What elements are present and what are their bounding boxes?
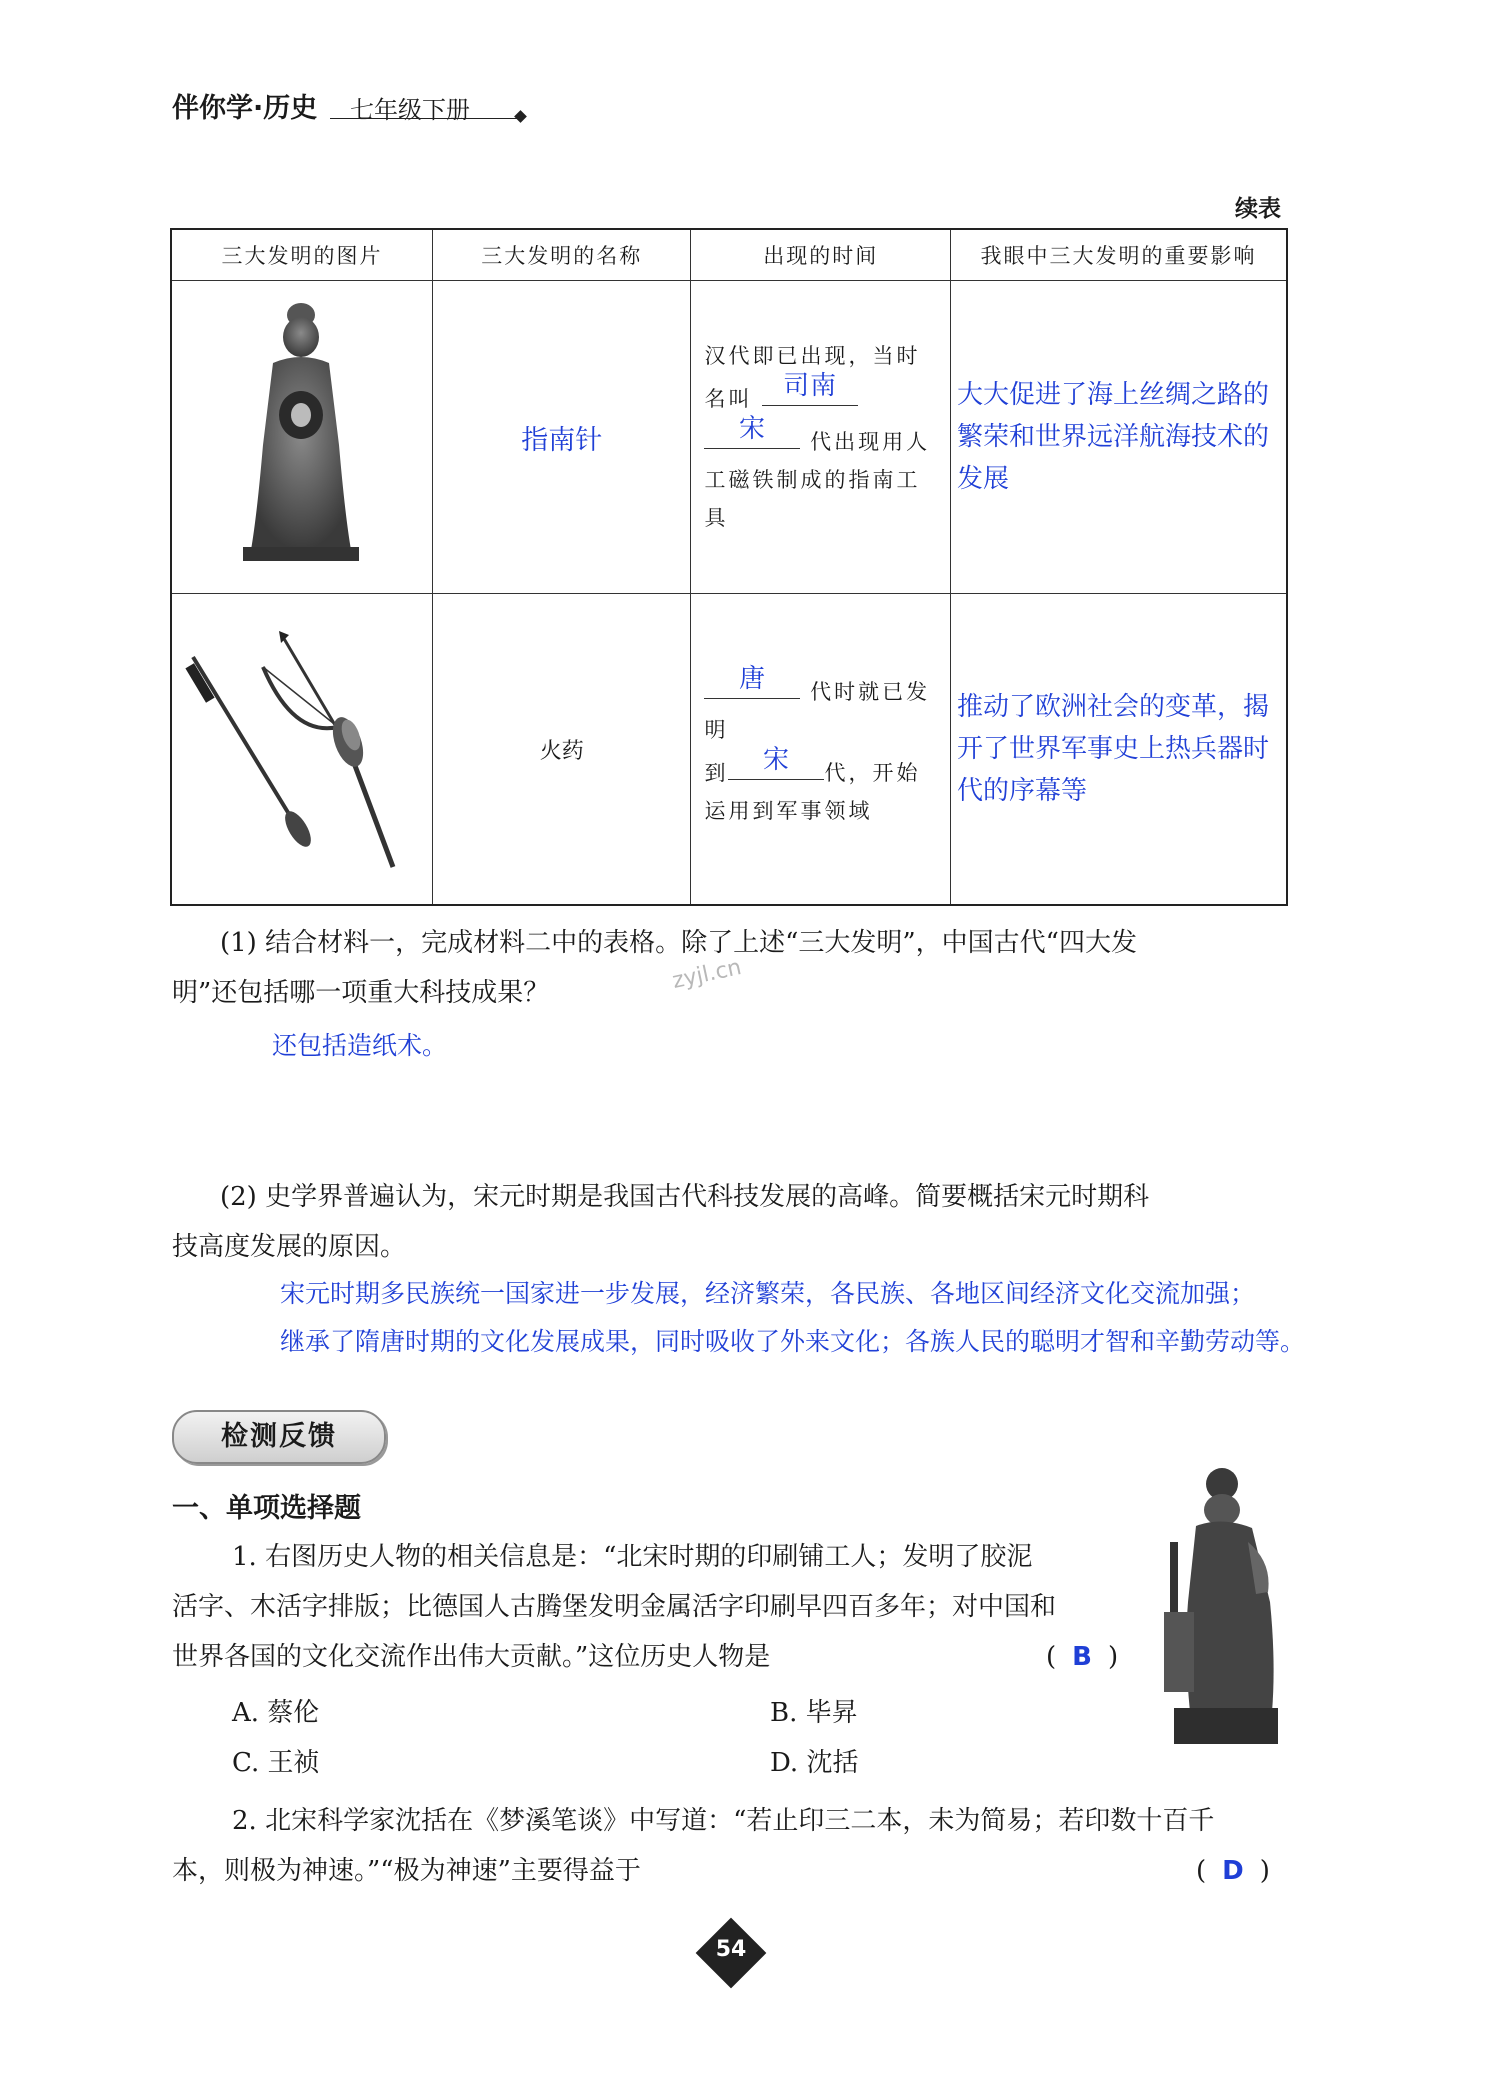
header-picture: 三大发明的图片 <box>171 229 432 281</box>
mc2-answer-box: ( D ) <box>1196 1856 1270 1886</box>
book-subtitle: 七年级下册 <box>350 96 470 124</box>
header-influence: 我眼中三大发明的重要影响 <box>950 229 1287 281</box>
fill-blank <box>704 664 800 699</box>
mc1-line2: 活字、木活字排版；比德国人古腾堡发明金属活字印刷早四百多年；对中国和 <box>172 1592 1057 1622</box>
time-text: 代出现用人工磁铁制成的指南工具 <box>704 430 931 530</box>
table-row <box>171 594 1287 906</box>
header-diamond-icon <box>514 110 527 123</box>
section-title: 一、单项选择题 <box>172 1493 361 1524</box>
compass-figurine-image <box>173 285 429 585</box>
watermark: zyjl.cn <box>670 955 744 994</box>
mc1-option-a[interactable]: A. 蔡伦 <box>232 1698 320 1728</box>
question-2-answer-line1: 宋元时期多民族统一国家进一步发展，经济繁荣，各民族、各地区间经济文化交流加强； <box>280 1279 1256 1308</box>
question-1-line2: 明”还包括哪一项重大科技成果？ <box>172 978 550 1008</box>
table-row <box>171 281 1287 594</box>
influence-compass: 大大促进了海上丝绸之路的繁荣和世界远洋航海技术的发展 <box>950 281 1287 594</box>
question-2-line2: 技高度发展的原因。 <box>172 1232 407 1262</box>
influence-gunpowder: 推动了欧洲社会的变革，揭开了世界军事史上热兵器时代的序幕等 <box>950 594 1287 906</box>
time-cell-gunpowder <box>691 594 950 906</box>
question-2-line1: (2) 史学界普遍认为，宋元时期是我国古代科技发展的高峰。简要概括宋元时期科 <box>220 1182 1150 1212</box>
time-text: 到 <box>704 761 729 785</box>
mc1-option-c[interactable]: C. 王祯 <box>232 1748 320 1778</box>
mc1-answer: B <box>1072 1642 1092 1672</box>
fill-blank <box>728 745 824 780</box>
fill-answer: 宋 <box>762 745 790 775</box>
question-1-answer: 还包括造纸术。 <box>272 1031 448 1060</box>
time-cell-compass <box>691 281 950 594</box>
mc2-line2: 本，则极为神速。”“极为神速”主要得益于 <box>172 1856 641 1886</box>
fill-answer: 唐 <box>738 664 766 694</box>
time-text: 代时就已发明 <box>704 680 931 742</box>
compass-figure-cell <box>171 281 432 594</box>
mc1-line1: 1. 右图历史人物的相关信息是：“北宋时期的印刷铺工人；发明了胶泥 <box>232 1542 1033 1572</box>
time-text: 代，开始运用到军事领域 <box>704 761 921 823</box>
gunpowder-figure-cell <box>171 594 432 906</box>
header-rule <box>330 118 520 119</box>
fill-answer: 司南 <box>783 371 838 401</box>
fill-blank <box>704 414 800 449</box>
question-2-answer-line2: 继承了隋唐时期的文化发展成果，同时吸收了外来文化；各族人民的聪明才智和辛勤劳动等。 <box>280 1327 1306 1356</box>
fire-arrow-bow-image <box>173 597 429 897</box>
mc1-answer-box: ( B ) <box>1046 1642 1119 1672</box>
bi-sheng-statue-image <box>1160 1462 1290 1748</box>
section-badge <box>172 1410 386 1464</box>
table-header-row <box>171 229 1287 281</box>
header-time: 出现的时间 <box>691 229 950 281</box>
time-text: 汉代即已出现，当时名叫 <box>704 344 921 411</box>
mc1-option-b[interactable]: B. 毕昇 <box>770 1698 858 1728</box>
invention-name-compass: 指南针 <box>432 281 691 594</box>
section-badge-label: 检测反馈 <box>221 1421 337 1452</box>
mc1-line3: 世界各国的文化交流作出伟大贡献。”这位历史人物是 <box>172 1642 771 1672</box>
fill-blank <box>762 371 858 406</box>
table-continued-label: 续表 <box>1235 196 1281 222</box>
header-name: 三大发明的名称 <box>432 229 691 281</box>
mc2-answer: D <box>1222 1856 1244 1886</box>
mc2-line1: 2. 北宋科学家沈括在《梦溪笔谈》中写道：“若止印三二本，未为简易；若印数十百千 <box>232 1806 1215 1836</box>
question-1-line1: (1) 结合材料一，完成材料二中的表格。除了上述“三大发明”，中国古代“四大发 <box>220 928 1137 958</box>
invention-name-gunpowder: 火药 <box>432 594 691 906</box>
book-title: 伴你学·历史 <box>172 93 318 124</box>
mc1-option-d[interactable]: D. 沈括 <box>770 1748 859 1778</box>
page-number: 54 <box>715 1937 747 1962</box>
inventions-table <box>170 228 1288 906</box>
fill-answer: 宋 <box>738 414 766 444</box>
